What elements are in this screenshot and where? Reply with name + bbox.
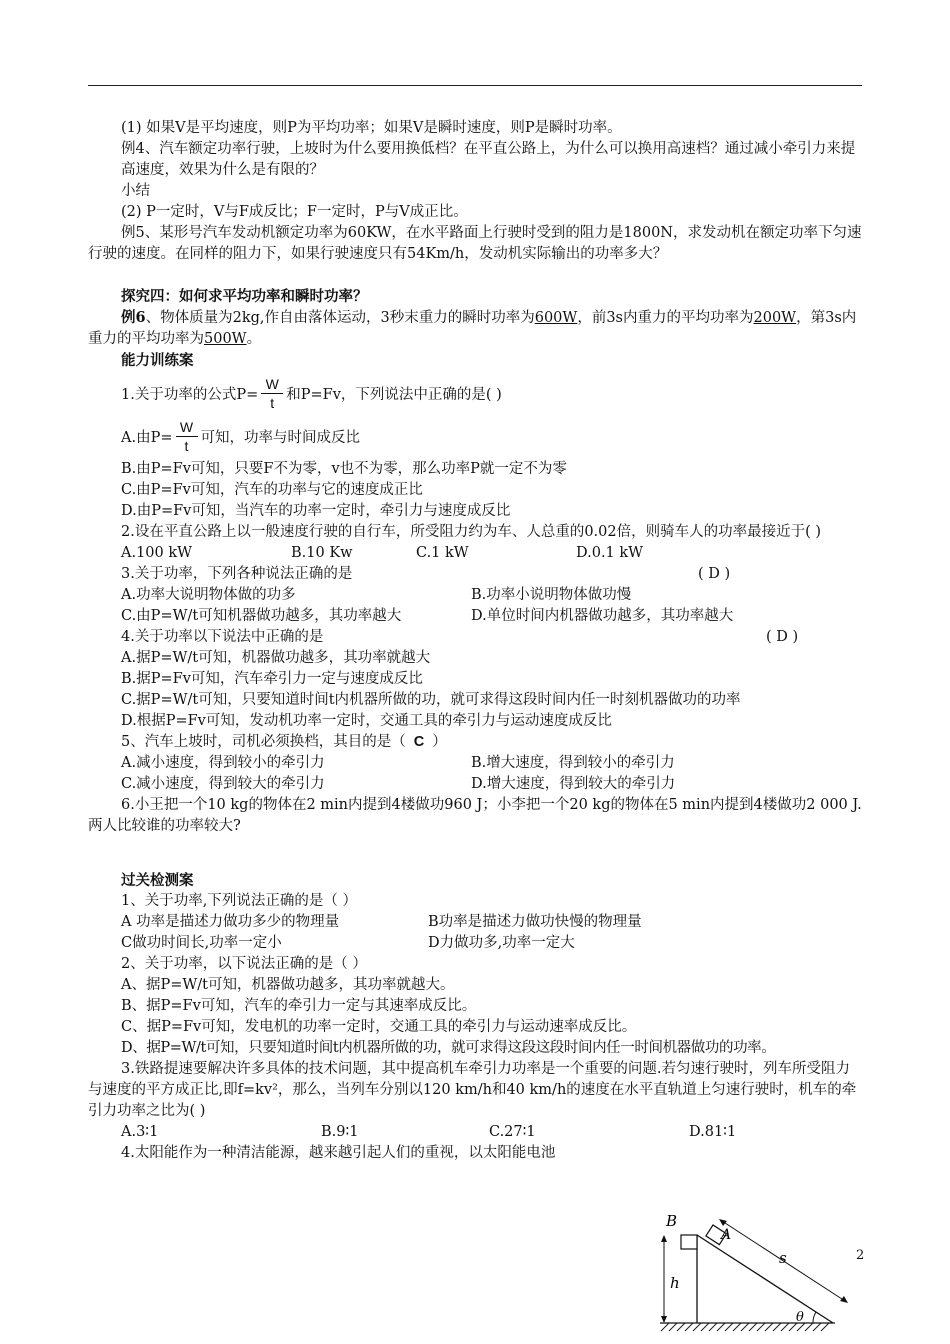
check-q4-stem: 4.太阳能作为一种清洁能源，越来越引起人们的重视，以太阳能电池	[121, 1145, 556, 1161]
q1-option-b: B.由P=Fv可知，只要F不为零，v也不为零，那么功率P就一定不为零	[121, 461, 567, 477]
check-q3-options: A.3∶1 B.9∶1 C.27∶1 D.81∶1	[121, 1124, 737, 1140]
q2-stem: 2.设在平直公路上以一般速度行驶的自行车，所受阻力约为车、人总重的0.02倍，则骑车人的功率最接近于( )	[121, 524, 822, 540]
fraction-w-over-t: $\frac{W}{t}$	[261, 375, 283, 412]
check-q2-option-c: C、据P=Fv可知，发电机的功率一定时，交通工具的牵引力与运动速率成反比。	[121, 1019, 637, 1035]
block-b	[681, 1235, 697, 1249]
section-heading-4: 探究四：如何求平均功率和瞬时功率？	[121, 288, 368, 305]
q1-option-a: A.由P= $\frac{W}{t}$ 可知，功率与时间成反比	[121, 419, 360, 454]
label-b: B	[666, 1212, 678, 1230]
q1-option-c: C.由P=Fv可知，汽车的功率与它的速度成正比	[121, 482, 423, 498]
q4-option-a: A.据P=W/t可知，机器做功越多，其功率就越大	[121, 650, 431, 666]
summary-label: 小结	[121, 183, 150, 199]
label-h: h	[670, 1274, 680, 1292]
page-number: 2	[856, 1248, 865, 1263]
q4-option-b: B.据P=Fv可知，汽车牵引力一定与速度成反比	[121, 671, 423, 687]
q5-stem: 5、汽车上坡时，司机必须换档，其目的是（ C ）	[121, 734, 447, 750]
q5-options-ab: A.减小速度，得到较小的牵引力 B.增大速度，得到较小的牵引力	[121, 755, 675, 771]
q3-options-ab: A.功率大说明物体做的功多 B.功率小说明物体做功慢	[121, 587, 632, 603]
check-q2-option-d: D、据P=W/t可知，只要知道时间t内机器所做的功，就可求得这段这段时间内任一时间机器做功的功率。	[121, 1040, 776, 1056]
training-heading: 能力训练案	[121, 352, 194, 369]
check-q2-stem: 2、关于功率，以下说法正确的是（ ）	[121, 956, 367, 972]
check-q2-option-b: B、据P=Fv可知，汽车的牵引力一定与其速率成反比。	[121, 998, 477, 1014]
text-line: (1) 如果V是平均速度，则P为平均功率；如果V是瞬时速度，则P是瞬时功率。	[121, 120, 622, 136]
label-s: s	[779, 1249, 787, 1267]
check-q2-option-a: A、据P=W/t可知，机器做功越多，其功率就越大。	[121, 977, 455, 993]
q2-options: A.100 kW B.10 Kw C.1 kW D.0.1 kW	[121, 545, 644, 561]
header-rule	[88, 85, 862, 86]
check-heading: 过关检测案	[121, 872, 194, 889]
check-q3-stem: 3.铁路提速要解决许多具体的技术问题，其中提高机车牵引力功率是一个重要的问题.若匀速行驶时，列车所受阻力与速度的平方成正比,即f=kv²，那么，当列车分别以120 km/h和40 km/h的速度在水平直轨道上匀速行驶时，机车的牵引力功率之比为( )	[88, 1061, 857, 1119]
q4-option-c: C.据P=W/t可知，只要知道时间t内机器所做的功，就可求得这段时间内任一时刻机器做功的功率	[121, 692, 741, 708]
label-a: A	[721, 1227, 732, 1243]
text-line: (2) P一定时，V与F成反比；F一定时，P与V成正比。	[121, 204, 468, 220]
check-q1-stem: 1、关于功率,下列说法正确的是（ ）	[121, 893, 357, 909]
example-5: 例5、某形号汽车发动机额定功率为60KW，在水平路面上行驶时受到的阻力是1800N，求发动机在额定功率下匀速行驶的速度。在同样的阻力下，如果行驶速度只有54Km/h，发动机实际输出的功率多大？	[88, 225, 862, 262]
document-body	[88, 118, 864, 1164]
fraction-w-over-t: $\frac{W}{t}$	[176, 418, 198, 455]
q1-option-d: D.由P=Fv可知，当汽车的功率一定时，牵引力与速度成反比	[121, 503, 511, 519]
check-q1-options-ab: A 功率是描述力做功多少的物理量 B功率是描述力做功快慢的物理量	[121, 914, 642, 930]
incline-figure	[655, 1205, 855, 1340]
q3-stem: 3.关于功率，下列各种说法正确的是 ( D )	[121, 566, 731, 582]
q3-options-cd: C.由P=W/t可知机器做功越多，其功率越大 D.单位时间内机器做功越多，其功率越大	[121, 608, 734, 624]
check-q1-options-cd: C做功时间长,功率一定小 D力做功多,功率一定大	[121, 935, 575, 951]
q5-options-cd: C.减小速度，得到较大的牵引力 D.增大速度，得到较大的牵引力	[121, 776, 676, 792]
q4-option-d: D.根据P=Fv可知，发动机功率一定时，交通工具的牵引力与运动速度成反比	[121, 713, 612, 729]
example-4: 例4、汽车额定功率行驶，上坡时为什么要用换低档？在平直公路上，为什么可以换用高速档？通过减小牵引力来提高速度，效果为什么是有限的？	[121, 141, 856, 178]
q4-stem: 4.关于功率以下说法中正确的是 ( D )	[121, 629, 799, 645]
label-theta: θ	[796, 1310, 804, 1325]
example-6: 例6、物体质量为2kg,作自由落体运动，3秒末重力的瞬时功率为600W，前3s内重力的平均功率为200W，第3s内重力的平均功率为500W。	[88, 309, 857, 347]
q6-stem: 6.小王把一个10 kg的物体在2 min内提到4楼做功960 J；小李把一个20 kg的物体在5 min内提到4楼做功2 000 J.两人比较谁的功率较大?	[88, 797, 862, 834]
q1-stem: 1.关于功率的公式P= $\frac{W}{t}$ 和P=Fv，下列说法中正确的是( )	[121, 376, 502, 411]
